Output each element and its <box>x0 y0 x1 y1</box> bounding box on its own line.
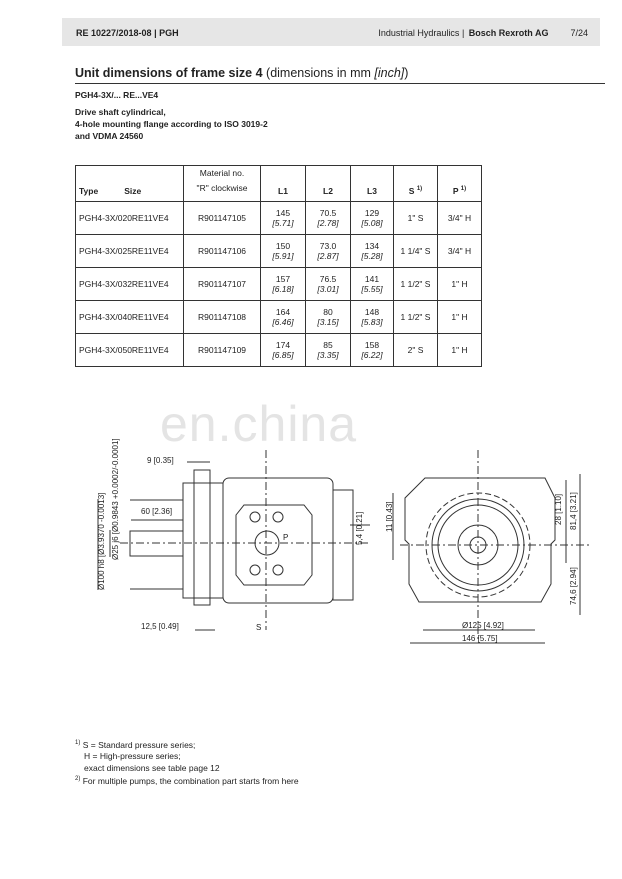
footnotes: $^{1)}$ S = Standard pressure series; H = High-pressure series; exact dimensions see table page 12 $^{2)}$ For multiple pumps, the combination part starts from here <box>75 739 299 787</box>
material-cell: R901147109 <box>184 334 261 367</box>
material-cell: R901147107 <box>184 268 261 301</box>
dim-74-6: 74,6 [2.94] <box>569 567 578 605</box>
p-cell: 3/4" H <box>438 235 482 268</box>
watermark: en.china <box>160 396 358 452</box>
dim-pilot-diameter: Ø100 h8 [Ø3.9370 -0.0013] <box>97 492 106 590</box>
doc-id: RE 10227/2018-08 | PGH <box>76 28 179 38</box>
description: Drive shaft cylindrical, 4-hole mounting flange according to ISO 3019-2 and VDMA 24560 <box>75 107 268 141</box>
type-cell: PGH4-3X/040RE11VE4 <box>76 301 184 334</box>
port-s-label: S <box>256 623 262 632</box>
l1-cell: 145 [5.71] <box>261 202 306 235</box>
l2-cell: 73.0 [2.87] <box>306 235 351 268</box>
l2-cell: 85 [3.35] <box>306 334 351 367</box>
table-header-row: Type Size Material no. "R" clockwise L1 L2 L3 S $^{1)}$ P $^{1)}$ <box>76 166 482 202</box>
s-cell: 1 1/2" S <box>394 268 438 301</box>
side-view-drawing <box>98 450 370 630</box>
dim-9: 9 [0.35] <box>147 456 174 465</box>
l3-cell: 158 [6.22] <box>351 334 394 367</box>
front-view-drawing <box>393 450 590 643</box>
material-cell: R901147108 <box>184 301 261 334</box>
l3-cell: 134 [5.28] <box>351 235 394 268</box>
type-cell: PGH4-3X/020RE11VE4 <box>76 202 184 235</box>
s-cell: 1 1/2" S <box>394 301 438 334</box>
s-cell: 2" S <box>394 334 438 367</box>
l1-cell: 174 [6.85] <box>261 334 306 367</box>
l1-cell: 150 [5.91] <box>261 235 306 268</box>
l1-cell: 157 [6.18] <box>261 268 306 301</box>
l3-cell: 148 [5.83] <box>351 301 394 334</box>
l2-cell: 76.5 [3.01] <box>306 268 351 301</box>
type-cell: PGH4-3X/025RE11VE4 <box>76 235 184 268</box>
l2-cell: 70.5 [2.78] <box>306 202 351 235</box>
material-cell: R901147105 <box>184 202 261 235</box>
port-p-label: P <box>283 533 289 542</box>
dim-5-4: 5,4 [0.21] <box>355 511 364 545</box>
p-cell: 1" H <box>438 334 482 367</box>
l3-cell: 141 [5.55] <box>351 268 394 301</box>
model-code: PGH4-3X/... RE...VE4 <box>75 90 159 100</box>
dim-125: Ø125 [4.92] <box>462 621 504 630</box>
dim-81-4: 81,4 [3.21] <box>569 492 578 530</box>
section-title: Unit dimensions of frame size 4 (dimensions in mm [inch]) <box>75 66 605 84</box>
s-cell: 1" S <box>394 202 438 235</box>
dim-shaft-diameter: Ø25 j6 [Ø0.9843 +0.0002/-0.0001] <box>111 438 120 560</box>
dim-28: 28 [1.10] <box>554 493 563 525</box>
l3-cell: 129 [5.08] <box>351 202 394 235</box>
p-cell: 1" H <box>438 301 482 334</box>
type-cell: PGH4-3X/050RE11VE4 <box>76 334 184 367</box>
l2-cell: 80 [3.15] <box>306 301 351 334</box>
type-cell: PGH4-3X/032RE11VE4 <box>76 268 184 301</box>
dim-146: 146 [5.75] <box>462 634 498 643</box>
header-right: Industrial Hydraulics | Bosch Rexroth AG 7/24 <box>378 28 588 38</box>
l1-cell: 164 [6.46] <box>261 301 306 334</box>
p-cell: 1" H <box>438 268 482 301</box>
dim-60: 60 [2.36] <box>141 507 173 516</box>
material-cell: R901147106 <box>184 235 261 268</box>
page-number: 7/24 <box>570 28 588 38</box>
p-cell: 3/4" H <box>438 202 482 235</box>
dim-12-5: 12,5 [0.49] <box>141 622 179 631</box>
dim-11: 11 [0.43] <box>385 501 394 532</box>
s-cell: 1 1/4" S <box>394 235 438 268</box>
